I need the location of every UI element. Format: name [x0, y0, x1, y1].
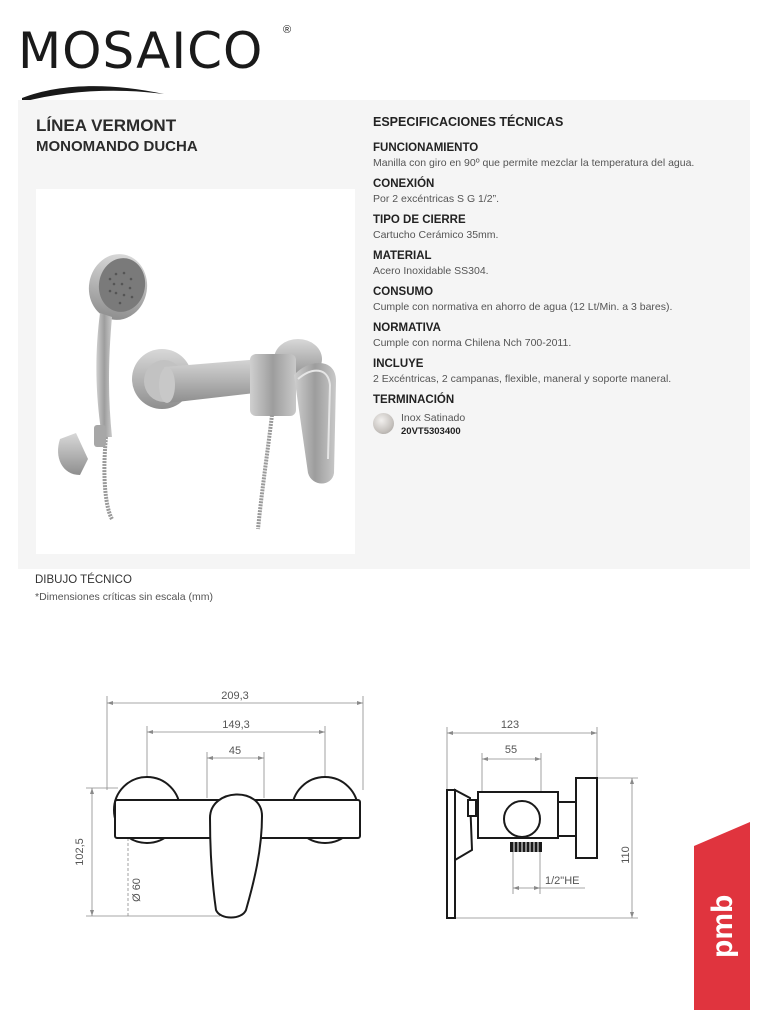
dim-side-height: 110 — [620, 846, 632, 864]
dim-thread: 1/2"HE — [545, 875, 580, 887]
spec-label: FUNCIONAMIENTO — [373, 142, 479, 154]
product-panel — [18, 100, 750, 569]
spec-value: Por 2 excéntricas S G 1/2”. — [373, 193, 500, 205]
spec-value: Cartucho Cerámico 35mm. — [373, 229, 499, 241]
spec-terminacion — [373, 393, 743, 442]
logo-wordmark: MOSAICO — [18, 22, 264, 80]
drawing-note: *Dimensiones críticas sin escala (mm) — [35, 591, 213, 603]
dim-width-center: 149,3 — [222, 719, 250, 731]
thread-connector — [510, 842, 542, 852]
spec-label: TERMINACIÓN — [373, 394, 455, 406]
spec-label: MATERIAL — [373, 250, 432, 262]
spec-label: CONEXIÓN — [373, 178, 435, 190]
registered-mark: ® — [283, 24, 292, 36]
dim-depth: 123 — [500, 719, 520, 731]
spec-label: TIPO DE CIERRE — [373, 214, 466, 226]
mosaico-logo — [18, 18, 318, 98]
finish-swatch-icon — [373, 413, 394, 434]
spec-label: INCLUYE — [373, 358, 424, 370]
spec-value: Manilla con giro en 90º que permite mezclar la temperatura del agua. — [373, 157, 695, 169]
spec-normativa — [373, 321, 743, 351]
spec-conexion — [373, 177, 743, 207]
spec-value: Cumple con normativa en ahorro de agua (12 Lt/Min. a 3 bares). — [373, 301, 673, 313]
spec-label: CONSUMO — [373, 286, 434, 298]
shower-mixer-illustration — [36, 189, 355, 554]
dim-height: 102,5 — [74, 838, 86, 866]
spec-label: NORMATIVA — [373, 322, 441, 334]
finish-code: 20VT5303400 — [401, 426, 461, 437]
spec-consumo — [373, 285, 743, 315]
spec-incluye — [373, 357, 743, 387]
brand-tab-text: pmb — [706, 894, 739, 958]
finish-option — [373, 408, 743, 442]
spec-tipo-de-cierre — [373, 213, 743, 243]
product-model-title: MONOMANDO DUCHA — [36, 138, 198, 155]
pmb-brand-tab — [694, 822, 750, 1010]
dim-width-handle: 45 — [228, 745, 242, 757]
product-photo — [36, 189, 355, 554]
spec-material — [373, 249, 743, 279]
finish-name: Inox Satinado — [401, 412, 466, 424]
spec-funcionamiento — [373, 141, 743, 171]
spec-value: Cumple con norma Chilena Nch 700-2011. — [373, 337, 572, 349]
spec-value: 2 Excéntricas, 2 campanas, flexible, maneral y soporte maneral. — [373, 373, 672, 385]
specs-heading: ESPECIFICACIONES TÉCNICAS — [373, 115, 564, 129]
spec-value: Acero Inoxidable SS304. — [373, 265, 489, 277]
product-line-title: LÍNEA VERMONT — [36, 116, 177, 135]
dim-width-total: 209,3 — [221, 690, 249, 702]
technical-drawing — [0, 620, 768, 1024]
dim-depth-inner: 55 — [504, 744, 518, 756]
dim-diameter: Ø 60 — [131, 878, 143, 902]
drawing-title: DIBUJO TÉCNICO — [35, 574, 132, 586]
technical-specs — [373, 115, 743, 442]
front-view — [114, 777, 360, 918]
